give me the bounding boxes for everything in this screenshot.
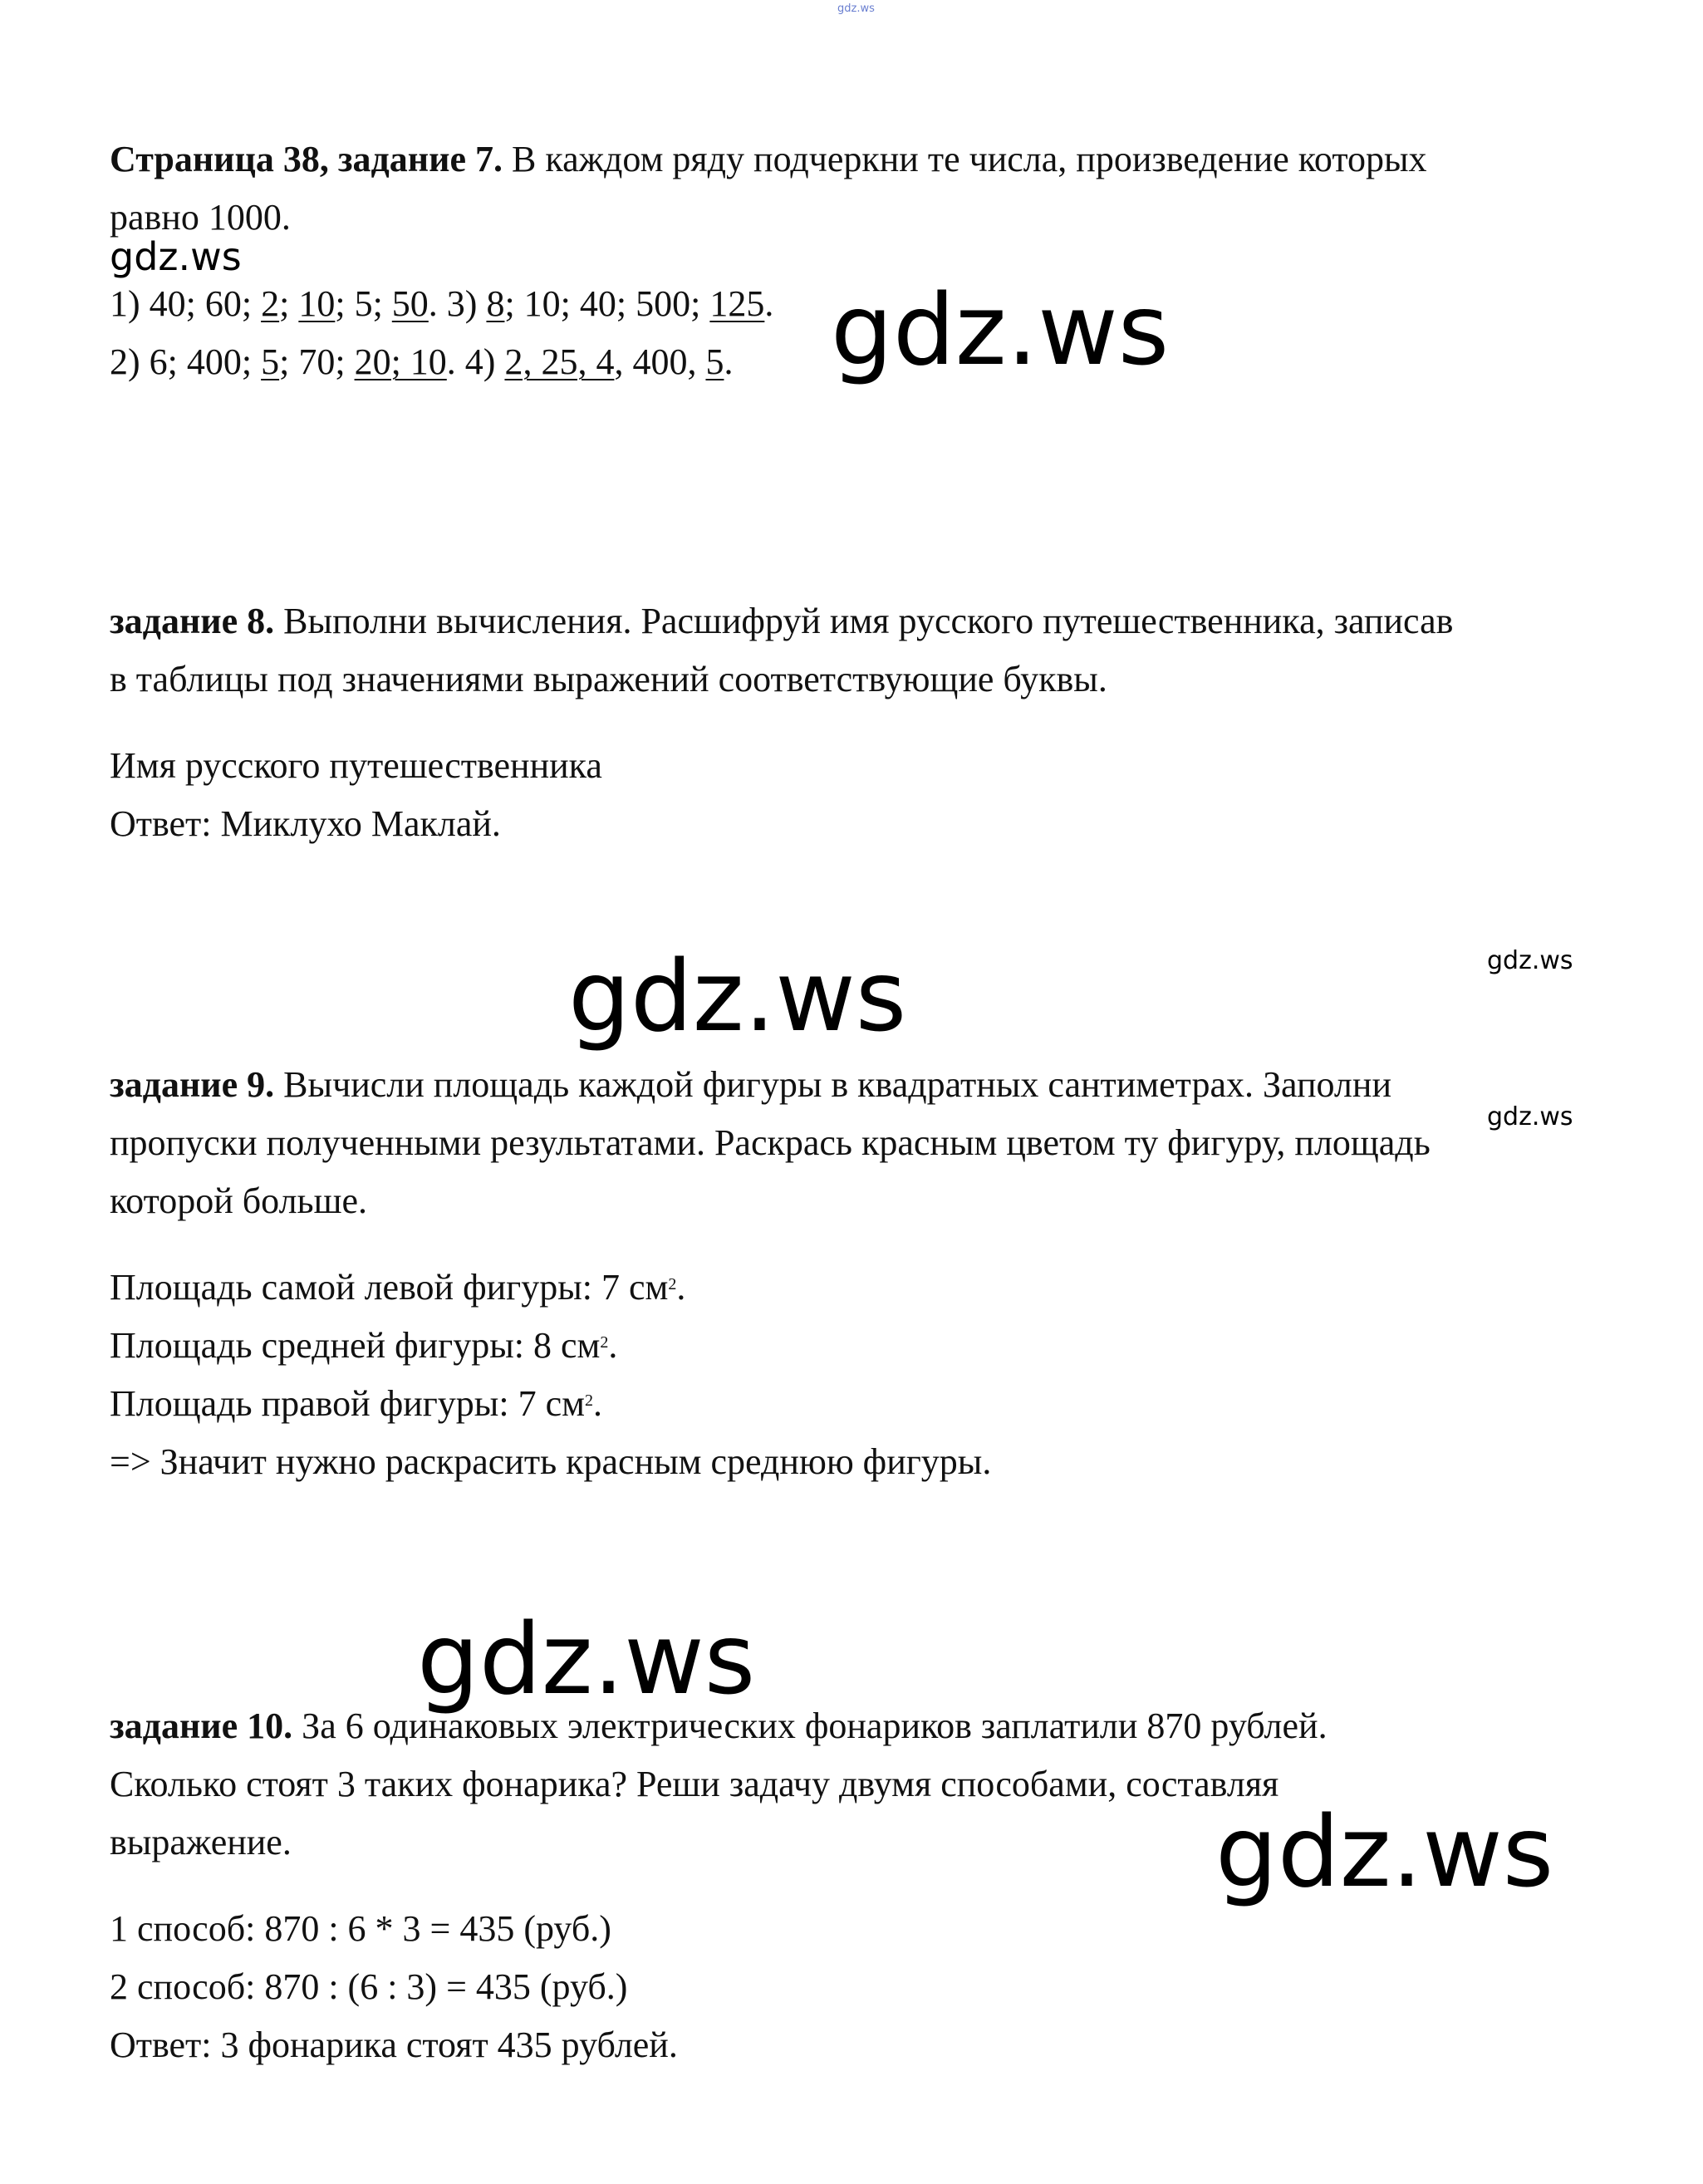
task9-heading: задание 9. bbox=[110, 1064, 275, 1105]
underlined-number: 10 bbox=[298, 283, 336, 324]
task8-answer-line2: Ответ: Миклухо Маклай. bbox=[110, 803, 501, 844]
watermark-small-2: gdz.ws bbox=[1487, 946, 1573, 975]
task9-conclusion: => Значит нужно раскрасить красным среднюю фигуры. bbox=[110, 1441, 992, 1482]
row-text: ; bbox=[279, 283, 299, 324]
task9-text-line3: которой больше. bbox=[110, 1180, 367, 1221]
task10-heading: задание 10. bbox=[110, 1705, 293, 1746]
underlined-number: 50 bbox=[391, 283, 429, 324]
task7-row1 bbox=[110, 274, 773, 334]
row-text: ; 70; bbox=[279, 341, 355, 382]
task9-middle-area: Площадь средней фигуры: 8 $см^2$. bbox=[110, 1325, 618, 1366]
watermark-large-4: gdz.ws bbox=[1215, 1794, 1554, 1909]
task7-text-line2: равно 1000. bbox=[110, 197, 291, 238]
row-text: ; 10; 40; 500; bbox=[504, 283, 710, 324]
task9-right-area: Площадь правой фигуры: 7 $см^2$. bbox=[110, 1383, 602, 1424]
watermark-large-3: gdz.ws bbox=[417, 1602, 756, 1716]
watermark-small-3: gdz.ws bbox=[1487, 1102, 1573, 1131]
row-text: . bbox=[764, 283, 774, 324]
watermark-small-1: gdz.ws bbox=[110, 234, 242, 279]
task10-method1: 1 способ: 870 : 6 * 3 = 435 (руб.) bbox=[110, 1908, 611, 1949]
row-text: . 4) bbox=[446, 341, 505, 382]
row-text: 2) 6; 400; bbox=[110, 341, 262, 382]
watermark-top: gdz.ws bbox=[837, 2, 875, 15]
task7-text-line1 bbox=[110, 130, 1427, 189]
unit-power: 2 bbox=[600, 1333, 609, 1352]
task7-row2 bbox=[110, 332, 733, 392]
underlined-number: 125 bbox=[709, 283, 765, 324]
task10-text-line1 bbox=[110, 1696, 1328, 1756]
underlined-number: 5 bbox=[261, 341, 280, 382]
task8-text-line2: в таблицы под значениями выражений соответствующие буквы. bbox=[110, 659, 1107, 699]
underlined-number: 8 bbox=[486, 283, 505, 324]
task8-text-line1 bbox=[110, 591, 1453, 651]
task7-heading: Страница 38, задание 7. bbox=[110, 139, 503, 179]
watermark-large-1: gdz.ws bbox=[831, 272, 1170, 387]
task7-text: В каждом ряду подчеркни те числа, произведение которых bbox=[503, 139, 1427, 179]
task10-text-line3: выражение. bbox=[110, 1822, 292, 1863]
underlined-number: 2 bbox=[261, 283, 280, 324]
task8-text: Выполни вычисления. Расшифруй имя русского путешественника, записав bbox=[274, 601, 1454, 641]
unit-power: 2 bbox=[668, 1275, 677, 1293]
row-text: , 400, bbox=[614, 341, 706, 382]
underlined-number: 5 bbox=[705, 341, 724, 382]
underlined-number: 20; 10 bbox=[354, 341, 447, 382]
row-text: 1) 40; 60; bbox=[110, 283, 262, 324]
watermark-large-2: gdz.ws bbox=[568, 939, 907, 1053]
task8-heading: задание 8. bbox=[110, 601, 275, 641]
task10-method2: 2 способ: 870 : (6 : 3) = 435 (руб.) bbox=[110, 1966, 628, 2007]
task9-text-line1 bbox=[110, 1055, 1391, 1115]
task10-text-line2: Сколько стоят 3 таких фонарика? Реши задачу двумя способами, составляя bbox=[110, 1764, 1279, 1804]
row-text: . 3) bbox=[428, 283, 487, 324]
unit-power: 2 bbox=[584, 1391, 593, 1410]
task9-left-area: Площадь самой левой фигуры: 7 $см^2$. bbox=[110, 1267, 686, 1308]
task9-text: Вычисли площадь каждой фигуры в квадратных сантиметрах. Заполни bbox=[274, 1064, 1391, 1105]
task8-answer-line1: Имя русского путешественника bbox=[110, 745, 602, 786]
task10-answer: Ответ: 3 фонарика стоят 435 рублей. bbox=[110, 2024, 678, 2065]
underlined-number: 2, 25, 4 bbox=[504, 341, 615, 382]
task9-text-line2: пропуски полученными результатами. Раскрась красным цветом ту фигуру, площадь bbox=[110, 1122, 1431, 1163]
row-text: . bbox=[724, 341, 734, 382]
task10-text: За 6 одинаковых электрических фонариков заплатили 870 рублей. bbox=[292, 1705, 1328, 1746]
row-text: ; 5; bbox=[335, 283, 392, 324]
